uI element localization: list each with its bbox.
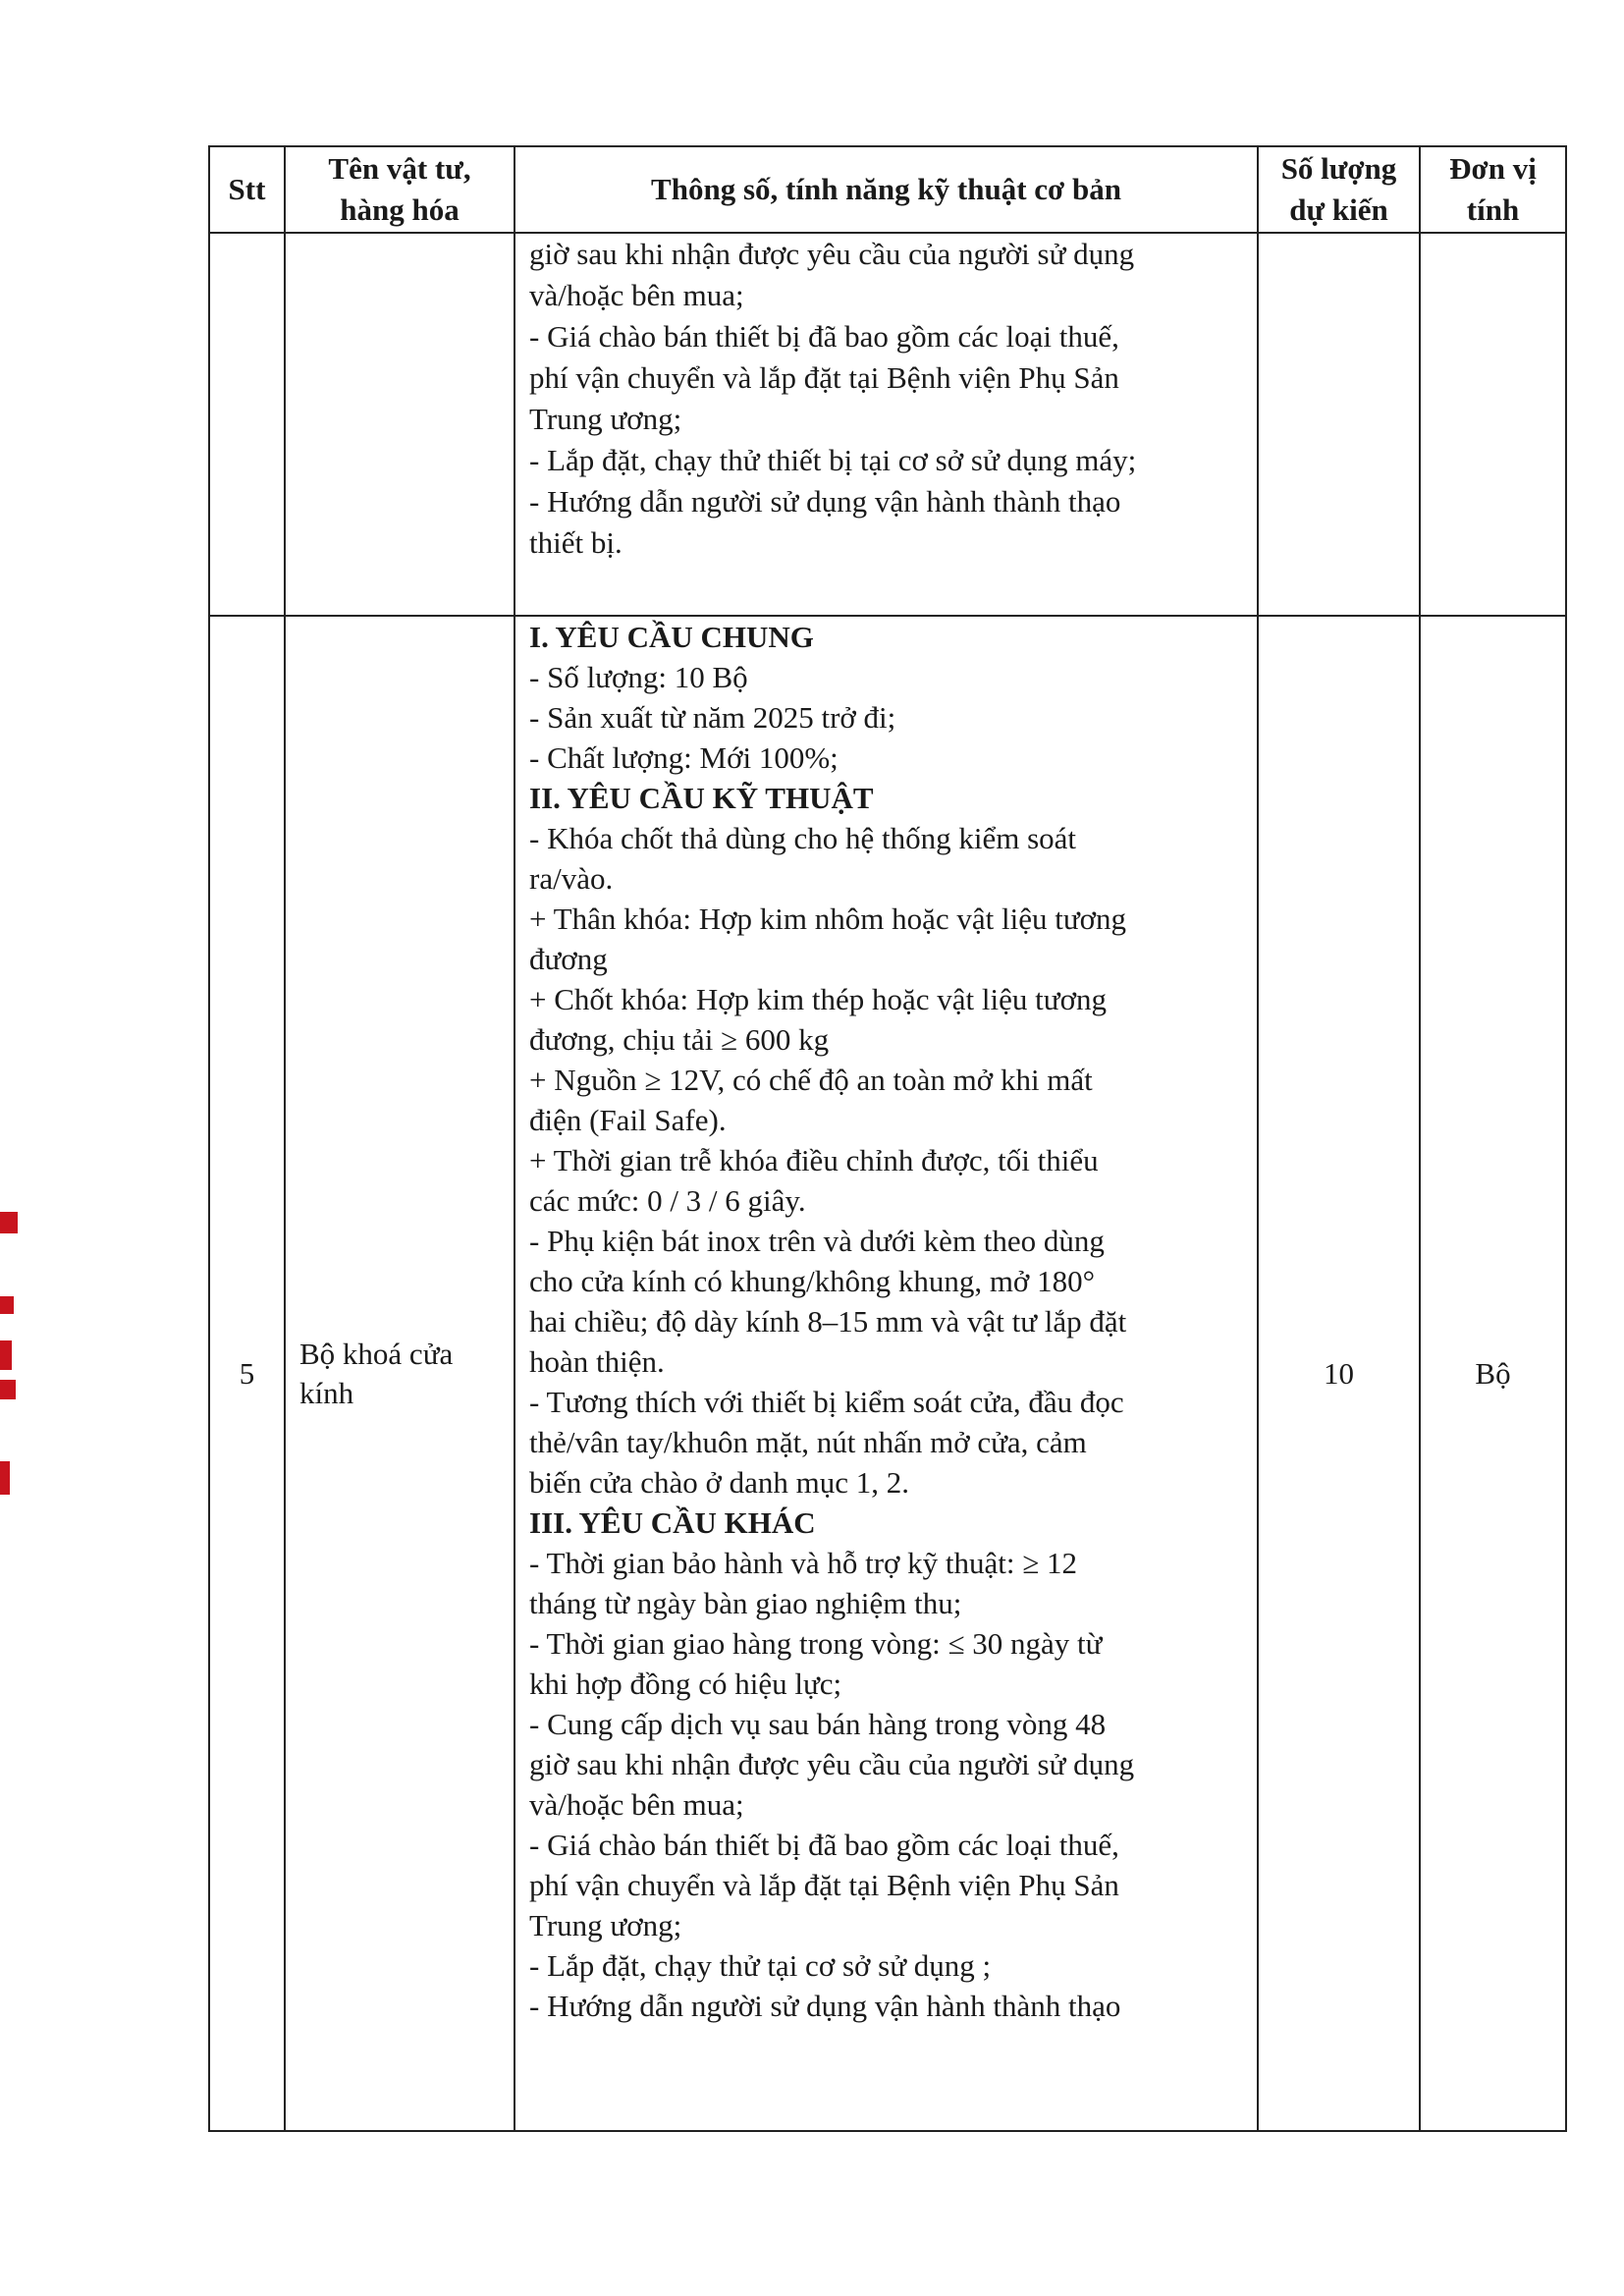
cell-item-name: Bộ khoá cửa kính bbox=[285, 616, 514, 2131]
spec-line: đương, chịu tải ≥ 600 kg bbox=[529, 1022, 830, 1057]
margin-stamp-mark bbox=[0, 1340, 12, 1370]
spec-line: - Giá chào bán thiết bị đã bao gồm các loại thuế, bbox=[529, 1828, 1119, 1862]
spec-line: - Sản xuất từ năm 2025 trở đi; bbox=[529, 700, 896, 735]
cell-specifications bbox=[514, 233, 1258, 616]
spec-line: ra/vào. bbox=[529, 861, 614, 896]
spec-line: và/hoặc bên mua; bbox=[529, 278, 744, 312]
margin-stamp-mark bbox=[0, 1212, 18, 1233]
margin-stamp-mark bbox=[0, 1296, 14, 1314]
header-unit: Đơn vị tính bbox=[1420, 146, 1566, 233]
spec-section-heading: I. YÊU CẦU CHUNG bbox=[529, 620, 814, 654]
spec-line: - Lắp đặt, chạy thử tại cơ sở sử dụng ; bbox=[529, 1948, 992, 1983]
spec-line: - Số lượng: 10 Bộ bbox=[529, 660, 748, 694]
spec-line: - Giá chào bán thiết bị đã bao gồm các loại thuế, bbox=[529, 319, 1119, 354]
spec-line: - Chất lượng: Mới 100%; bbox=[529, 740, 839, 775]
spec-line: hai chiều; độ dày kính 8–15 mm và vật tư lắp đặt bbox=[529, 1304, 1127, 1339]
margin-stamp-mark bbox=[0, 1380, 16, 1399]
table-header-row bbox=[209, 146, 1566, 233]
spec-line: phí vận chuyển và lắp đặt tại Bệnh viện Phụ Sản bbox=[529, 1868, 1119, 1902]
cell-unit bbox=[1420, 233, 1566, 616]
spec-line: + Thời gian trễ khóa điều chỉnh được, tối thiểu bbox=[529, 1143, 1099, 1177]
spec-section-heading: II. YÊU CẦU KỸ THUẬT bbox=[529, 781, 874, 815]
spec-line: - Khóa chốt thả dùng cho hệ thống kiểm soát bbox=[529, 821, 1077, 855]
spec-line: biến cửa chào ở danh mục 1, 2. bbox=[529, 1465, 909, 1500]
spec-line: + Nguồn ≥ 12V, có chế độ an toàn mở khi mất bbox=[529, 1063, 1093, 1097]
spec-line: cho cửa kính có khung/không khung, mở 180° bbox=[529, 1264, 1095, 1298]
cell-specifications bbox=[514, 616, 1258, 2131]
spec-line: + Thân khóa: Hợp kim nhôm hoặc vật liệu tương bbox=[529, 902, 1127, 936]
cell-unit: Bộ bbox=[1420, 616, 1566, 2131]
spec-line: thiết bị. bbox=[529, 525, 623, 560]
spec-line: - Hướng dẫn người sử dụng vận hành thành thạo bbox=[529, 1989, 1121, 2023]
spec-line: - Phụ kiện bát inox trên và dưới kèm theo dùng bbox=[529, 1224, 1105, 1258]
table-row-continued bbox=[209, 233, 1566, 616]
spec-line: - Hướng dẫn người sử dụng vận hành thành thạo bbox=[529, 484, 1121, 519]
spec-line: thẻ/vân tay/khuôn mặt, nút nhấn mở cửa, cảm bbox=[529, 1425, 1087, 1459]
header-stt: Stt bbox=[209, 146, 285, 233]
spec-line: - Cung cấp dịch vụ sau bán hàng trong vòng 48 bbox=[529, 1707, 1107, 1741]
spec-line: tháng từ ngày bàn giao nghiệm thu; bbox=[529, 1586, 962, 1620]
spec-line: phí vận chuyển và lắp đặt tại Bệnh viện Phụ Sản bbox=[529, 360, 1119, 395]
cell-item-name bbox=[285, 233, 514, 616]
cell-stt bbox=[209, 233, 285, 616]
header-specifications: Thông số, tính năng kỹ thuật cơ bản bbox=[514, 146, 1258, 233]
spec-line: Trung ương; bbox=[529, 402, 682, 436]
spec-line: đương bbox=[529, 942, 608, 976]
spec-line: - Lắp đặt, chạy thử thiết bị tại cơ sở sử dụng máy; bbox=[529, 443, 1137, 477]
cell-quantity bbox=[1258, 233, 1420, 616]
spec-line: - Thời gian giao hàng trong vòng: ≤ 30 ngày từ bbox=[529, 1626, 1103, 1661]
spec-line: - Thời gian bảo hành và hỗ trợ kỹ thuật: ≥ 12 bbox=[529, 1546, 1078, 1580]
spec-line: Trung ương; bbox=[529, 1908, 682, 1942]
spec-line: khi hợp đồng có hiệu lực; bbox=[529, 1667, 842, 1701]
spec-text-block bbox=[529, 617, 1249, 2026]
table-row bbox=[209, 616, 1566, 2131]
spec-line: các mức: 0 / 3 / 6 giây. bbox=[529, 1183, 806, 1218]
spec-line: giờ sau khi nhận được yêu cầu của người sử dụng bbox=[529, 1747, 1135, 1781]
margin-stamp-mark bbox=[0, 1461, 10, 1495]
header-quantity: Số lượng dự kiến bbox=[1258, 146, 1420, 233]
spec-line: và/hoặc bên mua; bbox=[529, 1787, 744, 1822]
header-item-name: Tên vật tư, hàng hóa bbox=[285, 146, 514, 233]
cell-quantity: 10 bbox=[1258, 616, 1420, 2131]
spec-line: hoàn thiện. bbox=[529, 1344, 665, 1379]
spec-text-block bbox=[529, 234, 1249, 564]
spec-section-heading: III. YÊU CẦU KHÁC bbox=[529, 1505, 816, 1540]
spec-line: giờ sau khi nhận được yêu cầu của người sử dụng bbox=[529, 237, 1135, 271]
spec-line: + Chốt khóa: Hợp kim thép hoặc vật liệu tương bbox=[529, 982, 1107, 1016]
spec-table bbox=[208, 145, 1567, 2132]
cell-stt: 5 bbox=[209, 616, 285, 2131]
spec-line: - Tương thích với thiết bị kiểm soát cửa, đầu đọc bbox=[529, 1385, 1124, 1419]
spec-line: điện (Fail Safe). bbox=[529, 1103, 727, 1137]
